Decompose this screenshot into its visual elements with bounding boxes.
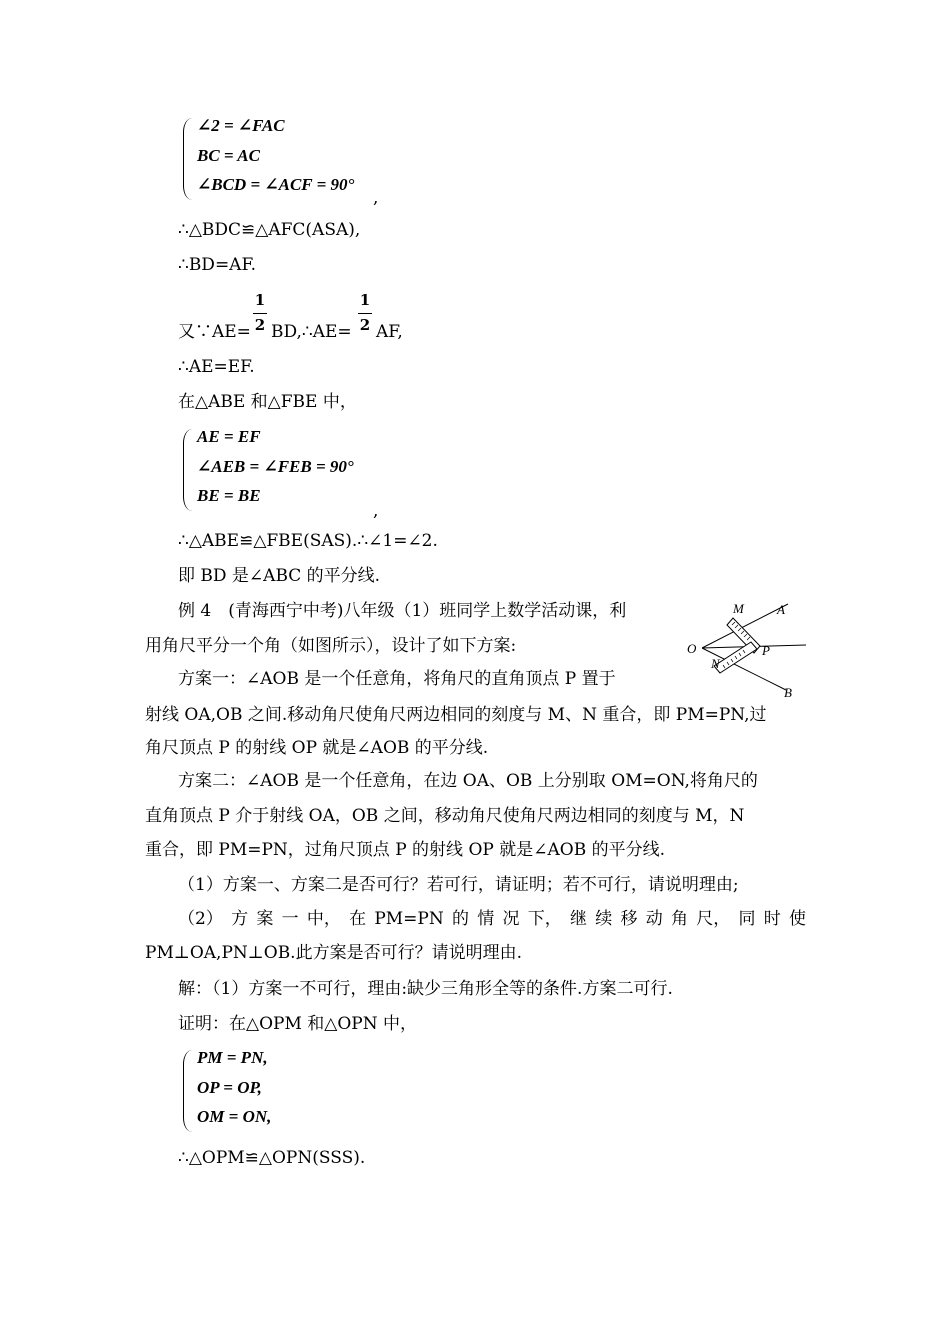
label-b: B	[784, 685, 792, 700]
proof-line: ∴AE=EF.	[178, 357, 255, 377]
system-comma: ,	[373, 188, 379, 208]
question-2-word: 下，	[527, 909, 562, 929]
label-a: A	[777, 602, 785, 617]
system-row: OP = OP,	[197, 1078, 262, 1097]
scheme-2-line: 方案二：∠AOB 是一个任意角，在边 OA、OB 上分别取 OM=ON,将角尺的	[178, 771, 758, 791]
label-p: P	[762, 643, 770, 658]
label-o: O	[687, 641, 697, 656]
scheme-1-line: 方案一：∠AOB 是一个任意角，将角尺的直角顶点 P 置于	[178, 669, 616, 689]
question-2-word: PM=PN	[374, 909, 444, 929]
line-suffix: AF,	[376, 322, 403, 342]
left-brace	[183, 118, 193, 200]
question-2-word: （2）	[178, 909, 223, 929]
fraction-numerator: 1	[254, 291, 266, 309]
equation-system-2	[183, 427, 443, 519]
system-row: OM = ON,	[197, 1107, 272, 1126]
system-row: ∠BCD = ∠ACF = 90°	[197, 175, 355, 194]
equation-system-3	[183, 1048, 443, 1140]
system-row: AE = EF	[197, 427, 261, 446]
question-2-word: 同	[738, 909, 756, 929]
line-prefix: 又∵AE=	[178, 322, 251, 342]
left-brace	[183, 1050, 193, 1132]
question-2-word: 继	[569, 909, 587, 929]
proof-intro: 证明：在△OPM 和△OPN 中，	[178, 1014, 417, 1034]
label-m: M	[733, 601, 744, 616]
solution-line: 解：（1）方案一不可行，理由:缺少三角形全等的条件.方案二可行.	[178, 979, 673, 999]
scheme-1-line: 角尺顶点 P 的射线 OP 就是∠AOB 的平分线.	[145, 738, 489, 758]
question-2-word: 动	[645, 909, 663, 929]
fraction-denominator: 2	[254, 316, 266, 334]
proof-line: ∴△ABE≌△FBE(SAS).∴∠1=∠2.	[178, 531, 438, 551]
system-row: PM = PN,	[197, 1048, 268, 1067]
system-row: BC = AC	[197, 146, 260, 165]
proof-line: ∴△BDC≌△AFC(ASA),	[178, 220, 361, 240]
question-1: （1）方案一、方案二是否可行？若可行，请证明；若不可行，请说明理由;	[178, 875, 739, 895]
question-2-line-2: PM⊥OA,PN⊥OB.此方案是否可行？请说明理由.	[145, 943, 522, 963]
proof-line: 在△ABE 和△FBE 中，	[178, 392, 357, 412]
question-2-word: 在	[349, 909, 367, 929]
fraction-bar	[253, 313, 267, 314]
scheme-2-line: 重合，即 PM=PN，过角尺顶点 P 的射线 OP 就是∠AOB 的平分线.	[145, 840, 665, 860]
question-2-word: 角	[670, 909, 688, 929]
system-row: ∠AEB = ∠FEB = 90°	[197, 457, 354, 476]
question-2-word: 案	[256, 909, 274, 929]
question-2-word: 的	[451, 909, 469, 929]
equation-system-1	[183, 116, 443, 208]
question-2-word: 使	[788, 909, 806, 929]
fraction-bar	[358, 313, 372, 314]
system-row: ∠2 = ∠FAC	[197, 116, 285, 135]
fraction-numerator: 1	[359, 291, 371, 309]
question-2-word: 尺，	[696, 909, 731, 929]
label-n: N	[711, 656, 720, 671]
left-brace	[183, 429, 193, 511]
line-middle: BD,∴AE=	[271, 322, 352, 342]
question-2-word: 时	[763, 909, 781, 929]
question-2-word: 况	[502, 909, 520, 929]
question-2-word: 中，	[306, 909, 341, 929]
proof-line: 即 BD 是∠ABC 的平分线.	[178, 566, 381, 586]
question-2-line-1	[178, 908, 806, 930]
question-2-word: 情	[477, 909, 495, 929]
proof-line: ∴△OPM≌△OPN(SSS).	[178, 1148, 366, 1168]
proof-line: ∴BD=AF.	[178, 255, 257, 275]
fraction-denominator: 2	[359, 316, 371, 334]
example-line: 例 4 (青海西宁中考)八年级（1）班同学上数学活动课，利	[178, 601, 627, 621]
question-2-word: 一	[281, 909, 299, 929]
question-2-word: 方	[231, 909, 249, 929]
system-comma: ,	[373, 501, 379, 521]
example-line: 用角尺平分一个角（如图所示），设计了如下方案:	[145, 636, 517, 656]
question-2-word: 续	[595, 909, 613, 929]
system-row: BE = BE	[197, 486, 261, 505]
scheme-1-line: 射线 OA,OB 之间.移动角尺使角尺两边相同的刻度与 M、N 重合，即 PM=PN,过	[145, 705, 767, 725]
angle-ruler-figure	[680, 598, 810, 702]
scheme-2-line: 直角顶点 P 介于射线 OA，OB 之间，移动角尺使角尺两边相同的刻度与 M，N	[145, 806, 745, 826]
question-2-word: 移	[620, 909, 638, 929]
